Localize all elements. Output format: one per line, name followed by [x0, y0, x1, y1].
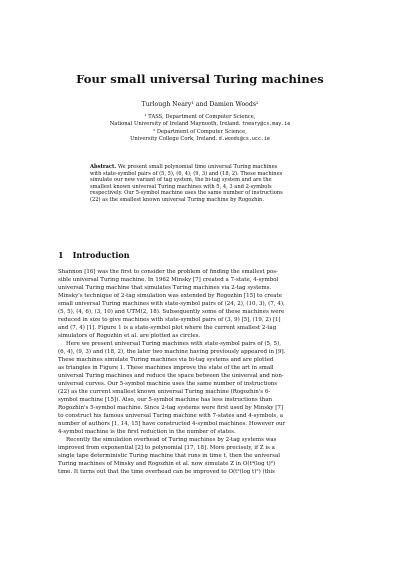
body-line: Shannon [16] was the first to consider the problem of finding the smallest pos- [58, 269, 278, 275]
affiliation-line: ¹ TASS, Department of Computer Science, [144, 114, 256, 120]
body-line: sible universal Turing machine. In 1962 Minsky [7] created a 7-state, 4-symbol [58, 277, 279, 283]
affiliation-text: National University of Ireland Maynooth, Ireland. [109, 121, 243, 128]
section-title: Introduction [72, 250, 130, 260]
abstract-line: smallest known universal Turing machines with 5, 4, 3 and 2-symbols [90, 183, 272, 190]
body-line: symbol machine [15]). Also, our 5-symbol machine has less instructions than [58, 397, 273, 403]
body-line: Recently the simulation overhead of Turing machines by 2-tag systems was [66, 437, 277, 443]
body-line: universal curves. Our 5-symbol machine uses the same number of instructions [58, 381, 278, 387]
body-line: small universal Turing machines with state-symbol pairs of (24, 2), (10, 3), (7, 4), [58, 301, 285, 307]
body-line: Rogozhin's 5-symbol machine. Since 2-tag systems were first used by Minsky [7] [58, 405, 284, 411]
body-text [58, 268, 342, 476]
affiliation-line [0, 136, 400, 143]
body-line: universal Turing machines and reduce the space between the universal and non- [58, 373, 284, 379]
body-line: and (7, 4) [1]. Figure 1 is a state-symbol plot where the current smallest 2-tag [58, 325, 277, 331]
body-line: as triangles in Figure 1. These machines improve the state of the art in small [58, 365, 274, 371]
body-line: (6, 4), (9, 3) and (18, 2), the later two machine having previously appeared in [9]. [58, 349, 286, 355]
body-line: Minsky's technique of 2-tag simulation was extended by Rogozhin [15] to create [58, 293, 283, 299]
body-line: These machines simulate Turing machines via bi-tag systems and are plotted [58, 357, 274, 363]
body-line: reduced in size to give machines with state-symbol pairs of (3, 9) [5], (19, 2) [1] [58, 317, 281, 323]
email-link[interactable]: d.woods@cs.ucc.ie [218, 135, 270, 142]
body-line: universal Turing machine that simulates Turing machines via 2-tag systems. [58, 285, 272, 291]
section-heading [58, 250, 130, 260]
abstract-line: simulate our new variant of tag system, the bi-tag system and are the [90, 177, 272, 184]
body-line: to construct his famous universal Turing machine with 7-states and 4-symbols, a [58, 413, 284, 419]
body-line: (22) as the current smallest known universal Turing machine (Rogozhin's 6- [58, 389, 271, 395]
affiliation-line [0, 121, 400, 128]
abstract-line: (22) as the smallest known universal Turing machine by Rogozhin. [90, 196, 264, 203]
body-line: Turing machines of Minsky and Rogozhin et al. now simulate Z in O(t⁴(log t)²) [58, 461, 276, 467]
body-line: improved from exponential [2] to polynomial [17, 18]. More precisely, if Z is a [58, 445, 275, 451]
body-line: single tape deterministic Turing machine that runs in time t, then the universal [58, 453, 280, 459]
abstract-line [90, 164, 310, 171]
body-line: Here we present universal Turing machines with state-symbol pairs of (5, 5), [66, 341, 281, 347]
abstract-text: We present small polynomial time universal Turing machines [116, 164, 278, 170]
section-number: 1 [58, 250, 64, 260]
affiliation-text: University College Cork, Ireland. [130, 135, 219, 142]
abstract [90, 164, 310, 204]
email-link[interactable]: tneary@cs.may.ie [242, 121, 291, 128]
body-line: 4-symbol machine is the first reduction in the number of states. [58, 429, 236, 435]
paper-authors: Turlough Neary¹ and Damien Woods² [141, 101, 259, 108]
abstract-label: Abstract. [90, 164, 117, 170]
body-line: time. It turns out that the time overhead can be improved to O(t²(log t)²) (this [58, 469, 275, 475]
abstract-line: respectively. Our 5-symbol machine uses the same number of instructions [90, 190, 283, 197]
body-line: (5, 5), (4, 6), (3, 10) and UTM(2, 18). Subsequently some of these machines were [58, 309, 285, 315]
affiliation-line: ² Department of Computer Science, [153, 128, 247, 135]
affiliations [0, 114, 400, 143]
body-line: simulators of Rogozhin et al. are plotted as circles. [58, 333, 201, 339]
abstract-line: with state-symbol pairs of (5, 5), (6, 4), (9, 3) and (18, 2). These machines [90, 170, 283, 177]
body-line: number of authors [1, 14, 15] have constructed 4-symbol machines. However our [58, 421, 286, 427]
paper-title: Four small universal Turing machines [76, 72, 324, 86]
